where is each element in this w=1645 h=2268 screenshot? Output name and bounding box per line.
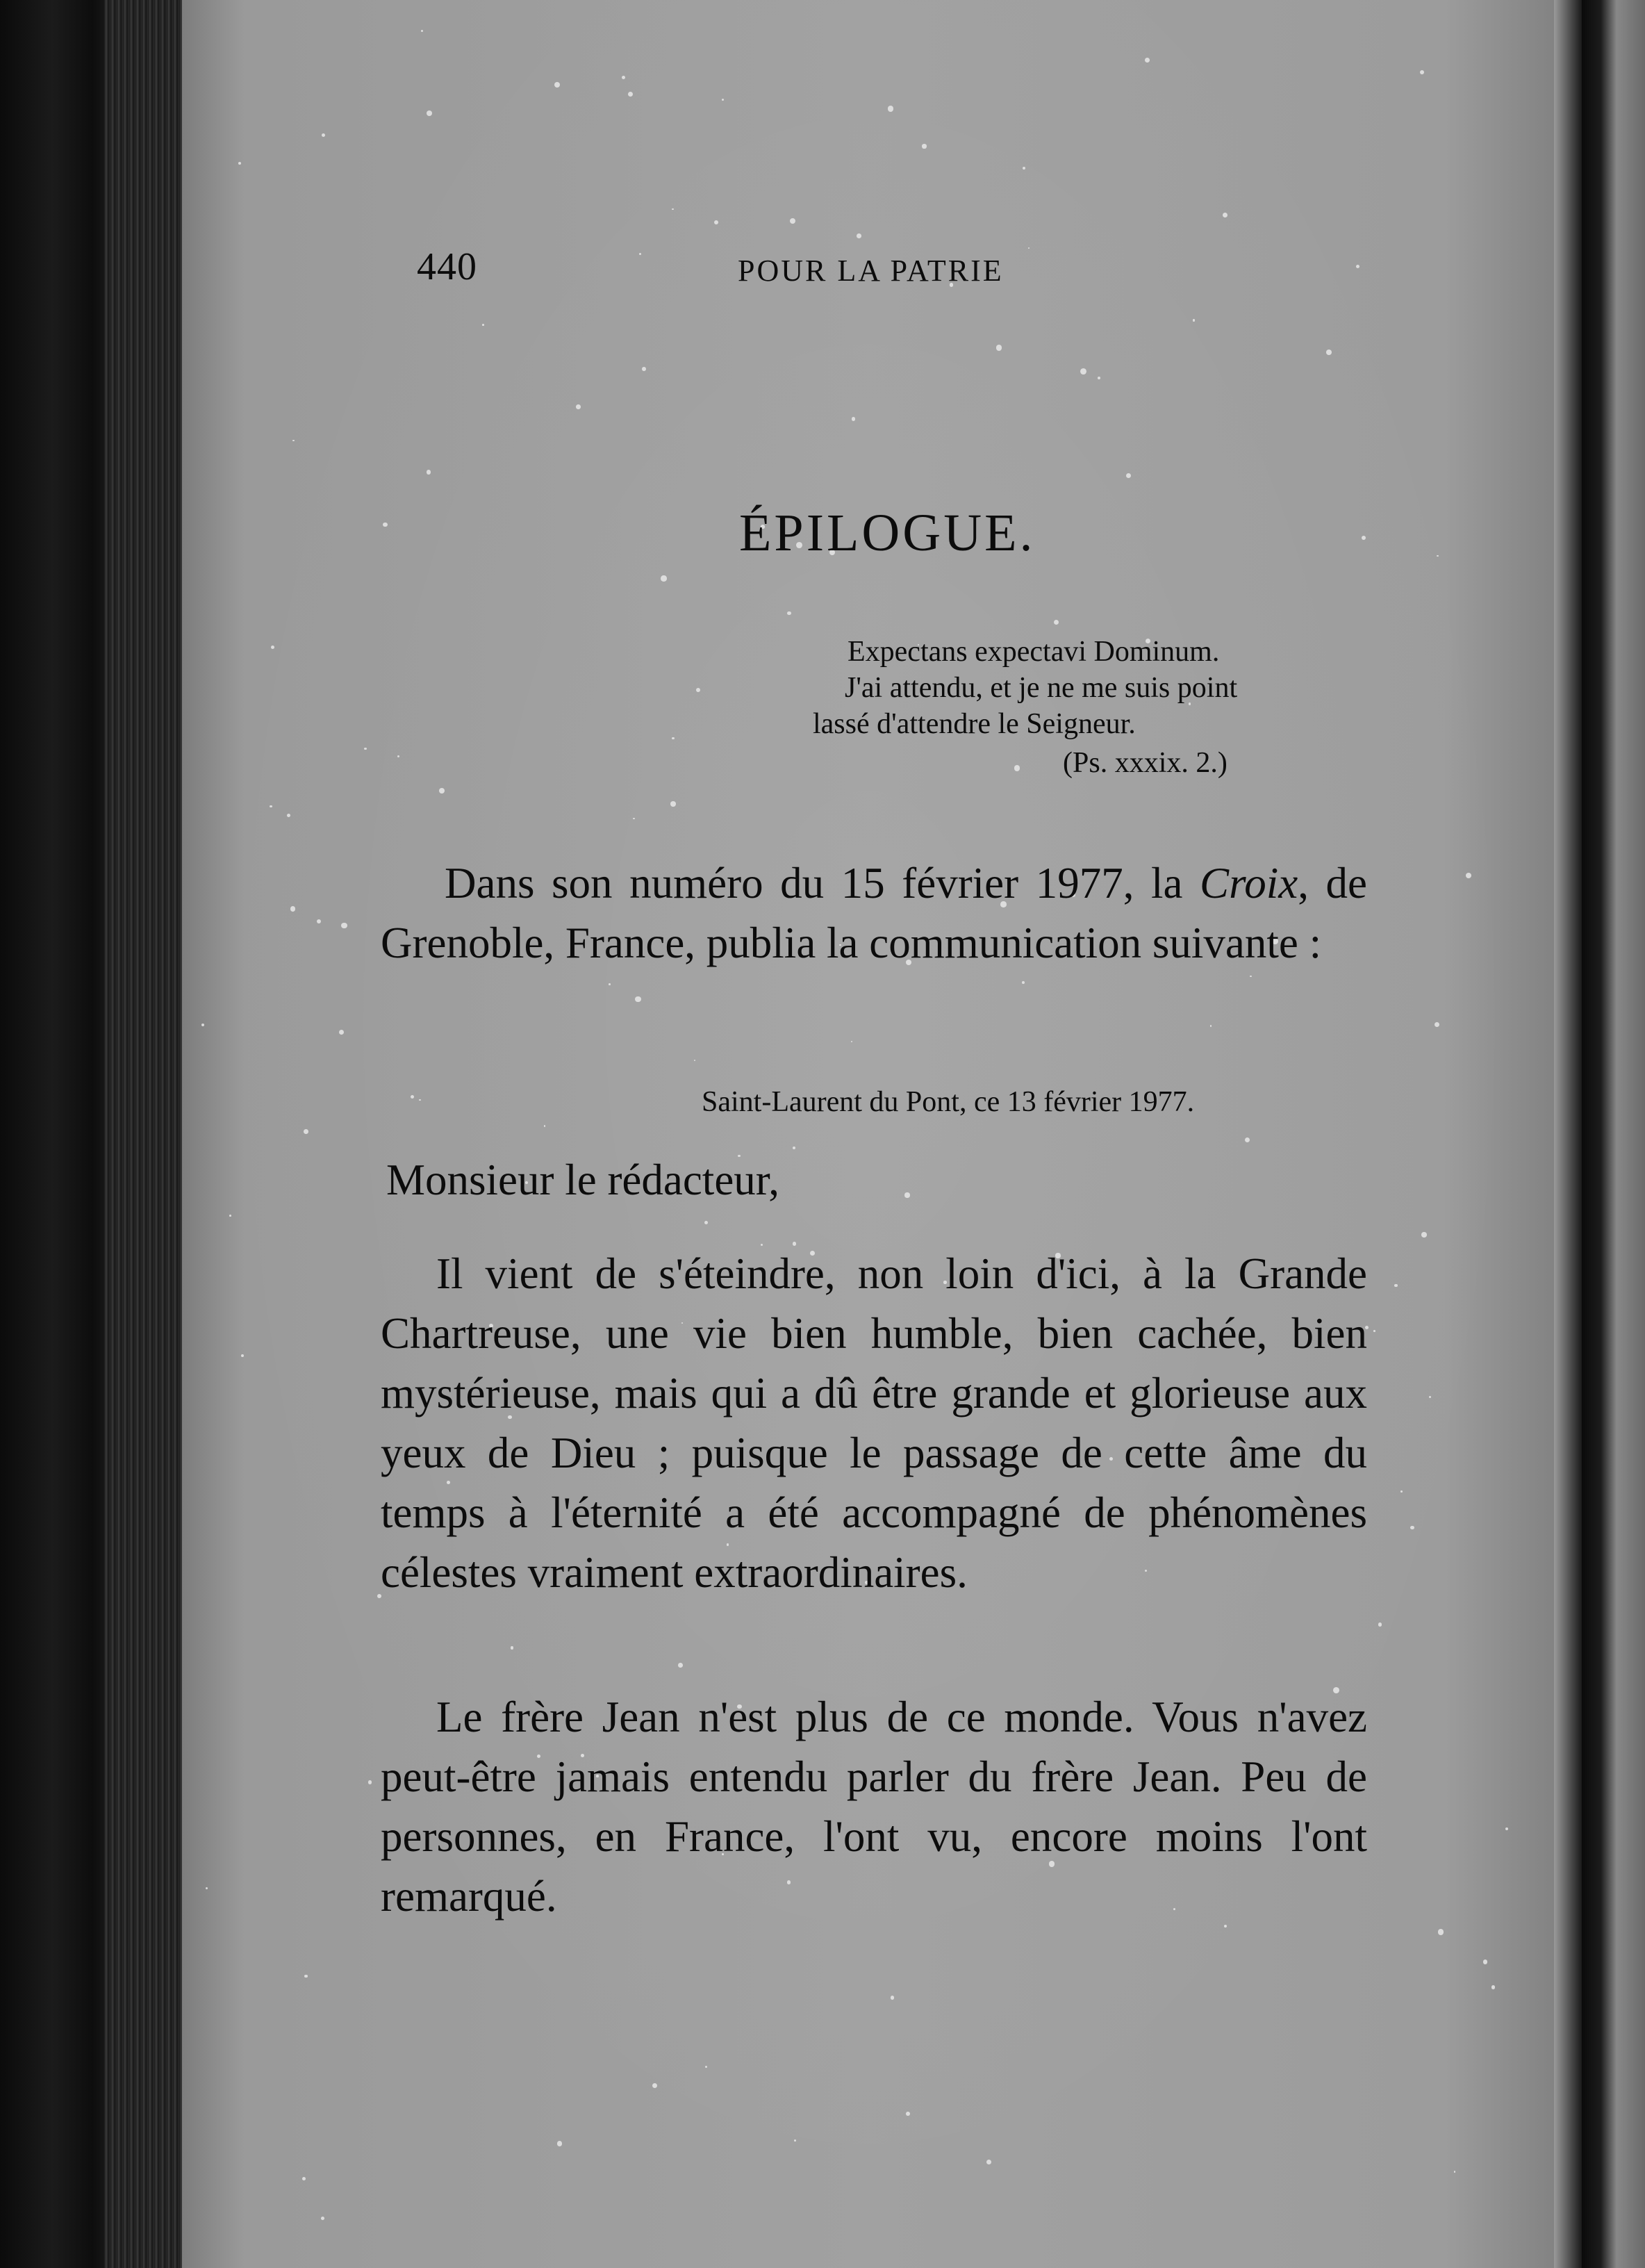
dust-speck xyxy=(270,805,272,808)
dust-speck xyxy=(557,2141,562,2146)
dust-speck xyxy=(1250,976,1251,977)
dust-speck xyxy=(1421,1232,1427,1238)
dust-speck xyxy=(1145,58,1150,63)
epigraph-latin: Expectans expectavi Dominum. xyxy=(848,636,1220,668)
dust-speck xyxy=(1378,1622,1382,1626)
dust-speck xyxy=(576,404,581,409)
dust-speck xyxy=(304,1975,308,1978)
dust-speck xyxy=(1098,377,1100,379)
dust-speck xyxy=(793,1147,795,1149)
epigraph-citation: (Ps. xxxix. 2.) xyxy=(1063,747,1227,779)
page-number: 440 xyxy=(417,245,477,288)
dust-speck xyxy=(341,923,347,928)
dust-speck xyxy=(427,110,432,116)
running-title: POUR LA PATRIE xyxy=(738,254,1004,288)
dust-speck xyxy=(1400,1490,1403,1493)
letter-paragraph-1: Il vient de s'éteindre, non loin d'ici, à la Grande Chartreuse, une vie bien humble, bien cachée, bien mystérieuse, mais qui a dû être grande et glorieuse aux yeux de Dieu ; puisque le passage de cette âme du temps à l'éternité a été accompagné de phénomènes célestes vraiment extraordinaires. xyxy=(381,1249,1367,1597)
dust-speck xyxy=(238,162,241,165)
dust-speck xyxy=(633,818,634,819)
dust-speck xyxy=(670,801,675,806)
dust-speck xyxy=(290,906,295,911)
newspaper-name: Croix xyxy=(1200,859,1298,907)
dust-speck xyxy=(986,2160,991,2164)
dust-speck xyxy=(635,996,641,1003)
chapter-heading: ÉPILOGUE. xyxy=(739,504,1036,562)
dust-speck xyxy=(1438,1929,1444,1935)
dust-speck xyxy=(661,575,666,581)
dust-speck xyxy=(787,611,791,615)
epigraph xyxy=(806,634,1375,781)
dust-speck xyxy=(421,30,423,32)
dust-speck xyxy=(1410,1526,1414,1529)
dust-speck xyxy=(229,1215,231,1217)
page-stack-edge xyxy=(104,0,188,2268)
dust-speck xyxy=(304,1129,308,1134)
dust-speck xyxy=(1394,1284,1398,1288)
dust-speck xyxy=(419,1099,421,1101)
dust-speck xyxy=(1080,368,1086,375)
dust-speck xyxy=(1491,1985,1495,1989)
letter-dateline: Saint-Laurent du Pont, ce 13 février 1977. xyxy=(702,1086,1195,1118)
book-page xyxy=(182,0,1554,2268)
intro-text-start: Dans son numéro du 15 février 1977, la xyxy=(445,859,1200,907)
dust-speck xyxy=(411,1095,414,1099)
dust-speck xyxy=(511,1646,513,1649)
dust-speck xyxy=(1022,981,1025,984)
epigraph-french-line-1: J'ai attendu, et je ne me suis point xyxy=(845,672,1238,704)
dust-speck xyxy=(554,82,560,88)
intro-paragraph xyxy=(381,853,1367,973)
dust-speck xyxy=(888,106,894,112)
letter-paragraph-2: Le frère Jean n'est plus de ce monde. Vous n'avez peut-être jamais entendu parler du frère Jean. Peu de personnes, en France, l'ont vu, encore moins l'ont remarqué. xyxy=(381,1693,1367,1921)
letter-salutation: Monsieur le rédacteur, xyxy=(386,1156,779,1204)
dust-speck xyxy=(1223,213,1227,217)
dust-speck xyxy=(794,2139,796,2142)
dust-speck xyxy=(321,2217,324,2220)
dust-speck xyxy=(904,1192,909,1197)
dust-speck xyxy=(891,1996,894,1999)
dust-speck xyxy=(1326,350,1332,355)
dust-speck xyxy=(322,133,325,137)
dust-speck xyxy=(1210,1025,1212,1026)
dust-speck xyxy=(678,1663,683,1668)
dust-speck xyxy=(1193,319,1196,322)
dust-speck xyxy=(292,440,295,442)
intro-text-end: , de Grenoble, France, publia la communication suivante : xyxy=(381,859,1367,967)
dust-speck xyxy=(482,324,484,326)
epigraph-french-line-2: lassé d'attendre le Seigneur. xyxy=(813,708,1136,740)
dust-speck xyxy=(201,1024,204,1026)
dust-speck xyxy=(1373,1330,1375,1332)
page-gutter-shadow xyxy=(1554,0,1582,2268)
facing-page-edge xyxy=(1582,0,1645,2268)
dust-speck xyxy=(922,144,926,148)
dust-speck xyxy=(609,983,611,985)
dust-speck xyxy=(906,2112,910,2116)
running-head xyxy=(417,245,1084,300)
dust-speck xyxy=(996,345,1002,351)
dust-speck xyxy=(1126,473,1131,478)
dust-speck xyxy=(857,233,861,238)
dust-speck xyxy=(694,1060,695,1061)
